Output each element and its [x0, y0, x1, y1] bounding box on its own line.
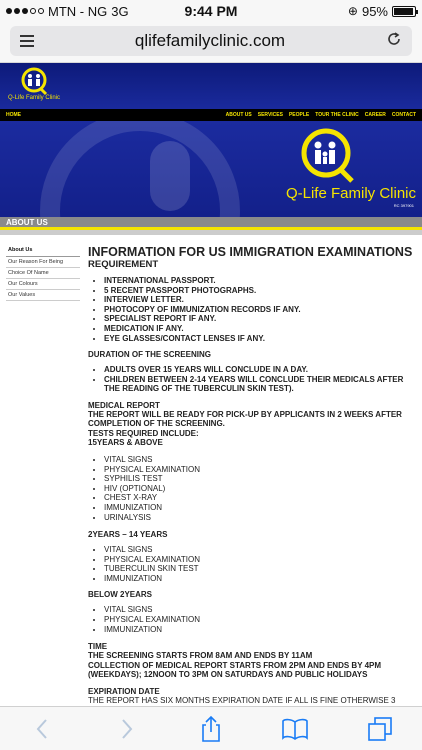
back-icon[interactable]	[28, 715, 56, 743]
page-content	[0, 235, 422, 715]
group1-list	[88, 455, 416, 522]
orientation-lock-icon: ⊕	[347, 4, 358, 18]
list-item: • PHYSICAL EXAMINATION	[104, 465, 416, 475]
list-item: • VITAL SIGNS	[104, 605, 416, 615]
nav-tour[interactable]: TOUR THE CLINIC	[315, 112, 359, 118]
list-item: • PHYSICAL EXAMINATION	[104, 615, 416, 625]
list-item: • ADULTS OVER 15 YEARS WILL CONCLUDE IN A DAY.	[104, 365, 416, 375]
list-item: • URINALYSIS	[104, 513, 416, 523]
list-item: • IMMUNIZATION	[104, 503, 416, 513]
url-text[interactable]: qlifefamilyclinic.com	[134, 31, 286, 50]
medical-report-text: THE REPORT WILL BE READY FOR PICK-UP BY APPLICANTS IN 2 WEEKS AFTER COMPLETION OF THE SCREENING.	[88, 409, 402, 429]
list-item: • SYPHILIS TEST	[104, 474, 416, 484]
bookmarks-icon[interactable]	[281, 715, 309, 743]
group2-heading: 2YEARS – 14 YEARS	[88, 530, 168, 540]
nav-career[interactable]: CAREER	[364, 112, 386, 118]
list-item: • VITAL SIGNS	[104, 545, 416, 555]
registration-number: RC 397901	[393, 203, 414, 208]
menu-icon[interactable]	[20, 35, 34, 47]
list-item: • SPECIALIST REPORT IF ANY.	[104, 314, 416, 324]
duration-list	[88, 365, 416, 394]
expiration-heading: EXPIRATION DATE	[88, 686, 160, 696]
logo-caption: Q-Life Family Clinic	[8, 95, 61, 101]
tests-heading: TESTS REQUIRED INCLUDE:	[88, 428, 199, 438]
section-header	[0, 217, 422, 227]
sidebar	[6, 245, 80, 715]
nav-contact[interactable]: CONTACT	[391, 112, 416, 118]
signal-icon	[6, 8, 44, 14]
nav-home[interactable]: HOME	[6, 112, 21, 118]
battery-percent: 95%	[361, 3, 388, 19]
requirements-list	[88, 276, 416, 343]
brand-name: Q-Life Family Clinic	[285, 185, 416, 202]
site-nav	[0, 109, 422, 121]
article	[80, 245, 416, 715]
list-item: • CHEST X-RAY	[104, 493, 416, 503]
group3-heading: BELOW 2YEARS	[88, 590, 153, 600]
hero-banner	[0, 121, 422, 217]
list-item: • PHOTOCOPY OF IMMUNIZATION RECORDS IF ANY.	[104, 305, 416, 315]
site-header	[0, 63, 422, 109]
list-item: • INTERVIEW LETTER.	[104, 295, 416, 305]
list-item: • VITAL SIGNS	[104, 455, 416, 465]
time-text: THE SCREENING STARTS FROM 8AM AND ENDS BY 11AM	[88, 651, 313, 661]
section-title: ABOUT US	[6, 217, 48, 227]
address-bar[interactable]	[10, 26, 412, 56]
status-bar	[0, 0, 422, 22]
browser-toolbar	[0, 706, 422, 750]
banner-logo	[288, 127, 368, 187]
collection-text: COLLECTION OF MEDICAL REPORT STARTS FROM 2PM AND ENDS BY 4PM (WEEKDAYS); 12NOON TO 3PM ON SATURDAYS AND PUBLIC HOLIDAYS	[88, 660, 382, 680]
group2-list	[88, 545, 416, 583]
banner-figure	[150, 141, 190, 211]
time-heading: TIME	[88, 642, 108, 652]
network-type: 3G	[111, 3, 129, 19]
list-item: • CHILDREN BETWEEN 2-14 YEARS WILL CONCLUDE THEIR MEDICALS AFTER THE READING OF THE TUBERCULIN SKIN TEST).	[104, 375, 416, 394]
browser-header	[0, 22, 422, 63]
group3-list	[88, 605, 416, 634]
nav-about-us[interactable]: ABOUT US	[225, 112, 252, 118]
list-item: • IMMUNIZATION	[104, 574, 416, 584]
sidebar-item-values[interactable]: Our Values	[6, 290, 80, 301]
tabs-icon[interactable]	[366, 715, 394, 743]
list-item: • MEDICATION IF ANY.	[104, 324, 416, 334]
sidebar-item-colours[interactable]: Our Colours	[6, 279, 80, 290]
page-title: INFORMATION FOR US IMMIGRATION EXAMINATIONS	[88, 245, 413, 259]
list-item: • EYE GLASSES/CONTACT LENSES IF ANY.	[104, 334, 416, 344]
list-item: • PHYSICAL EXAMINATION	[104, 555, 416, 565]
duration-heading: DURATION OF THE SCREENING	[88, 350, 211, 360]
list-item: • HIV (OPTIONAL)	[104, 484, 416, 494]
nav-services[interactable]: SERVICES	[257, 112, 283, 118]
sidebar-item-choice-of-name[interactable]: Choice Of Name	[6, 268, 80, 279]
battery-icon	[392, 6, 416, 17]
clock: 9:44 PM	[184, 3, 238, 19]
list-item: • 5 RECENT PASSPORT PHOTOGRAPHS.	[104, 286, 416, 296]
clinic-logo[interactable]	[6, 66, 66, 106]
list-item: • IMMUNIZATION	[104, 625, 416, 635]
reload-icon[interactable]	[386, 31, 402, 52]
sidebar-item-about-us[interactable]: About Us	[6, 245, 80, 257]
group1-heading: 15YEARS & ABOVE	[88, 437, 163, 447]
medical-report-heading: MEDICAL REPORT	[88, 400, 160, 410]
nav-people[interactable]: PEOPLE	[288, 112, 310, 118]
carrier: MTN - NG	[48, 3, 108, 19]
expiration-text: THE REPORT HAS SIX MONTHS EXPIRATION DATE IF ALL IS FINE OTHERWISE 3	[88, 695, 396, 705]
requirement-heading: REQUIREMENT	[88, 259, 159, 270]
share-icon[interactable]	[197, 715, 225, 743]
banner-decor	[40, 121, 240, 217]
forward-icon[interactable]	[113, 715, 141, 743]
sidebar-item-reason[interactable]: Our Reason For Being	[6, 257, 80, 268]
list-item: • INTERNATIONAL PASSPORT.	[104, 276, 416, 286]
list-item: • TUBERCULIN SKIN TEST	[104, 564, 416, 574]
